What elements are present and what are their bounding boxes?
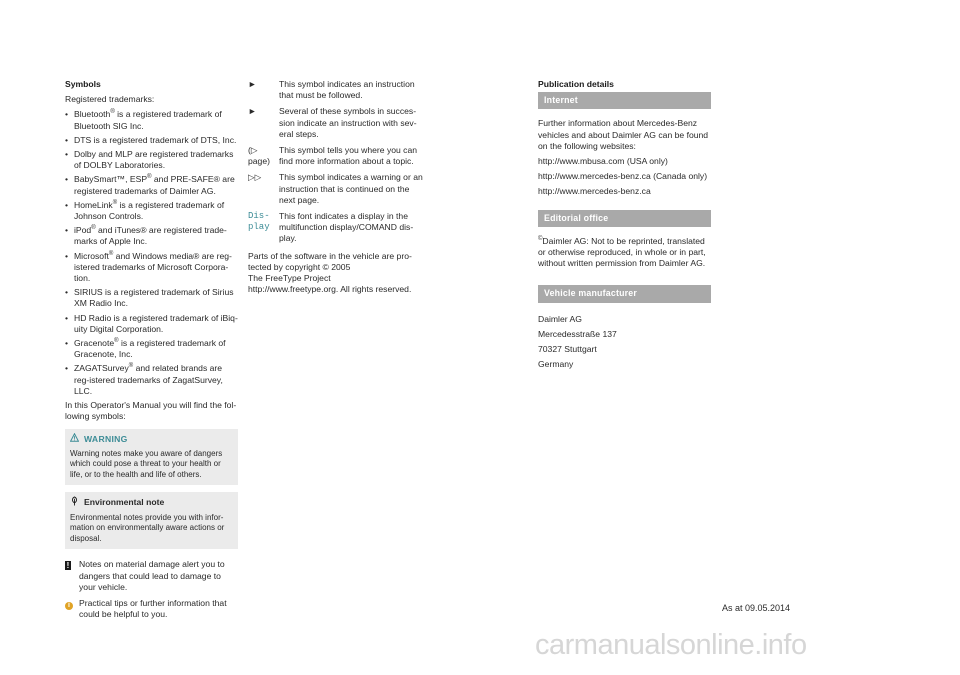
editorial-heading: Editorial office [538, 210, 711, 227]
symbols-title: Symbols [65, 79, 101, 89]
list-item: • Bluetooth® is a registered trademark of Bluetooth SIG Inc. [65, 109, 238, 131]
as-at-date: As at 09.05.2014 [722, 603, 791, 613]
environment-title: Environmental note [84, 497, 165, 508]
list-item: • ZAGATSurvey® and related brands are reg-istered trademarks of ZagatSurvey, LLC. [65, 363, 238, 397]
column-symbol-legend [248, 79, 424, 295]
address-line: 70327 Stuttgart [538, 344, 597, 355]
symbol-row: ▷▷ This symbol indicates a warning or an instruction that is continued on the next page. [248, 172, 423, 205]
software-text: Parts of the software in the vehicle are pro-tected by copyright © 2005 [248, 250, 412, 272]
symbol-row: Dis‐ play This font indicates a display in the multifunction display/COMAND dis-play. [248, 211, 414, 244]
tip-note-text: Practical tips or further information that could be helpful to you. [79, 598, 227, 620]
damage-note [65, 559, 238, 593]
list-item: • HomeLink® is a registered trademark of Johnson Controls. [65, 200, 238, 222]
column-symbols [65, 79, 238, 620]
address-line: Mercedesstraße 137 [538, 328, 617, 339]
website-link[interactable]: http://www.mercedes-benz.ca (Canada only) [538, 171, 708, 182]
warning-box [65, 429, 238, 485]
arrow-icon: ► [248, 106, 257, 117]
column-publication [538, 79, 711, 374]
watermark: carmanualsonline.info [535, 629, 807, 661]
environment-text: Environmental notes provide you with infor-mation on environmentally aware actions or disposal. [70, 512, 225, 543]
warning-text: Warning notes make you aware of dangers which could pose a threat to your health or life, or to the health and life of others. [70, 448, 223, 479]
address-line: Germany [538, 359, 574, 370]
list-item: • HD Radio is a registered trademark of iBiq-uity Digital Corporation. [65, 313, 238, 335]
symbol-row: ► Several of these symbols in succes-sion indicate an instruction with sev-eral steps. [248, 106, 417, 139]
software-project: The FreeType Project [248, 273, 331, 284]
editorial-text: ©Daimler AG: Not to be reprinted, translated or otherwise reproduced, in whole or in part, without written permission from Daimler AG. [538, 235, 706, 269]
list-item: • BabySmart™, ESP® and PRE-SAFE® are registered trademarks of Daimler AG. [65, 174, 238, 196]
leaf-icon [70, 496, 79, 509]
list-item: • Dolby and MLP are registered trademarks of DOLBY Laboratories. [65, 149, 238, 171]
registered-intro: Registered trademarks: [65, 94, 155, 105]
list-item: • iPod® and iTunes® are registered trade-marks of Apple Inc. [65, 225, 238, 247]
list-item: • Gracenote® is a registered trademark of Gracenote, Inc. [65, 338, 238, 360]
software-url: http://www.freetype.org. All rights reserved. [248, 284, 412, 295]
software-notice [248, 251, 424, 296]
internet-heading: Internet [538, 92, 711, 109]
website-link[interactable]: http://www.mbusa.com (USA only) [538, 156, 668, 167]
symbols-intro: In this Operator's Manual you will find the fol-lowing symbols: [65, 400, 237, 422]
trademark-list [65, 109, 238, 397]
display-font-sample: Dis‐ play [248, 211, 270, 232]
page-ref-icon: (▷ page) [248, 145, 270, 167]
warning-title: WARNING [84, 433, 128, 444]
symbol-row: ► This symbol indicates an instruction that must be followed. [248, 79, 415, 101]
warning-icon [70, 433, 79, 445]
internet-text: Further information about Mercedes-Benz vehicles and about Daimler AG can be found on the following websites: [538, 118, 709, 151]
damage-note-text: Notes on material damage alert you to dangers that could lead to damage to your vehicle. [79, 559, 225, 592]
continued-icon: ▷▷ [248, 172, 262, 183]
copyright-symbol: © [538, 235, 543, 242]
arrow-icon: ► [248, 79, 257, 89]
list-item: • SIRIUS is a registered trademark of Sirius XM Radio Inc. [65, 287, 238, 309]
list-item: • DTS is a registered trademark of DTS, Inc. [65, 135, 238, 146]
info-icon: i [65, 602, 73, 610]
address-line: Daimler AG [538, 313, 582, 324]
exclamation-icon: ! [66, 561, 70, 571]
symbol-row: (▷ page) This symbol tells you where you can find more information about a topic. [248, 145, 418, 167]
publication-title: Publication details [538, 79, 614, 89]
tip-note [65, 598, 238, 620]
website-link[interactable]: http://www.mercedes-benz.ca [538, 186, 651, 197]
manufacturer-heading: Vehicle manufacturer [538, 285, 711, 302]
environment-box [65, 492, 238, 549]
list-item: • Microsoft® and Windows media® are reg-istered trademarks of Microsoft Corpora-tion. [65, 251, 238, 285]
